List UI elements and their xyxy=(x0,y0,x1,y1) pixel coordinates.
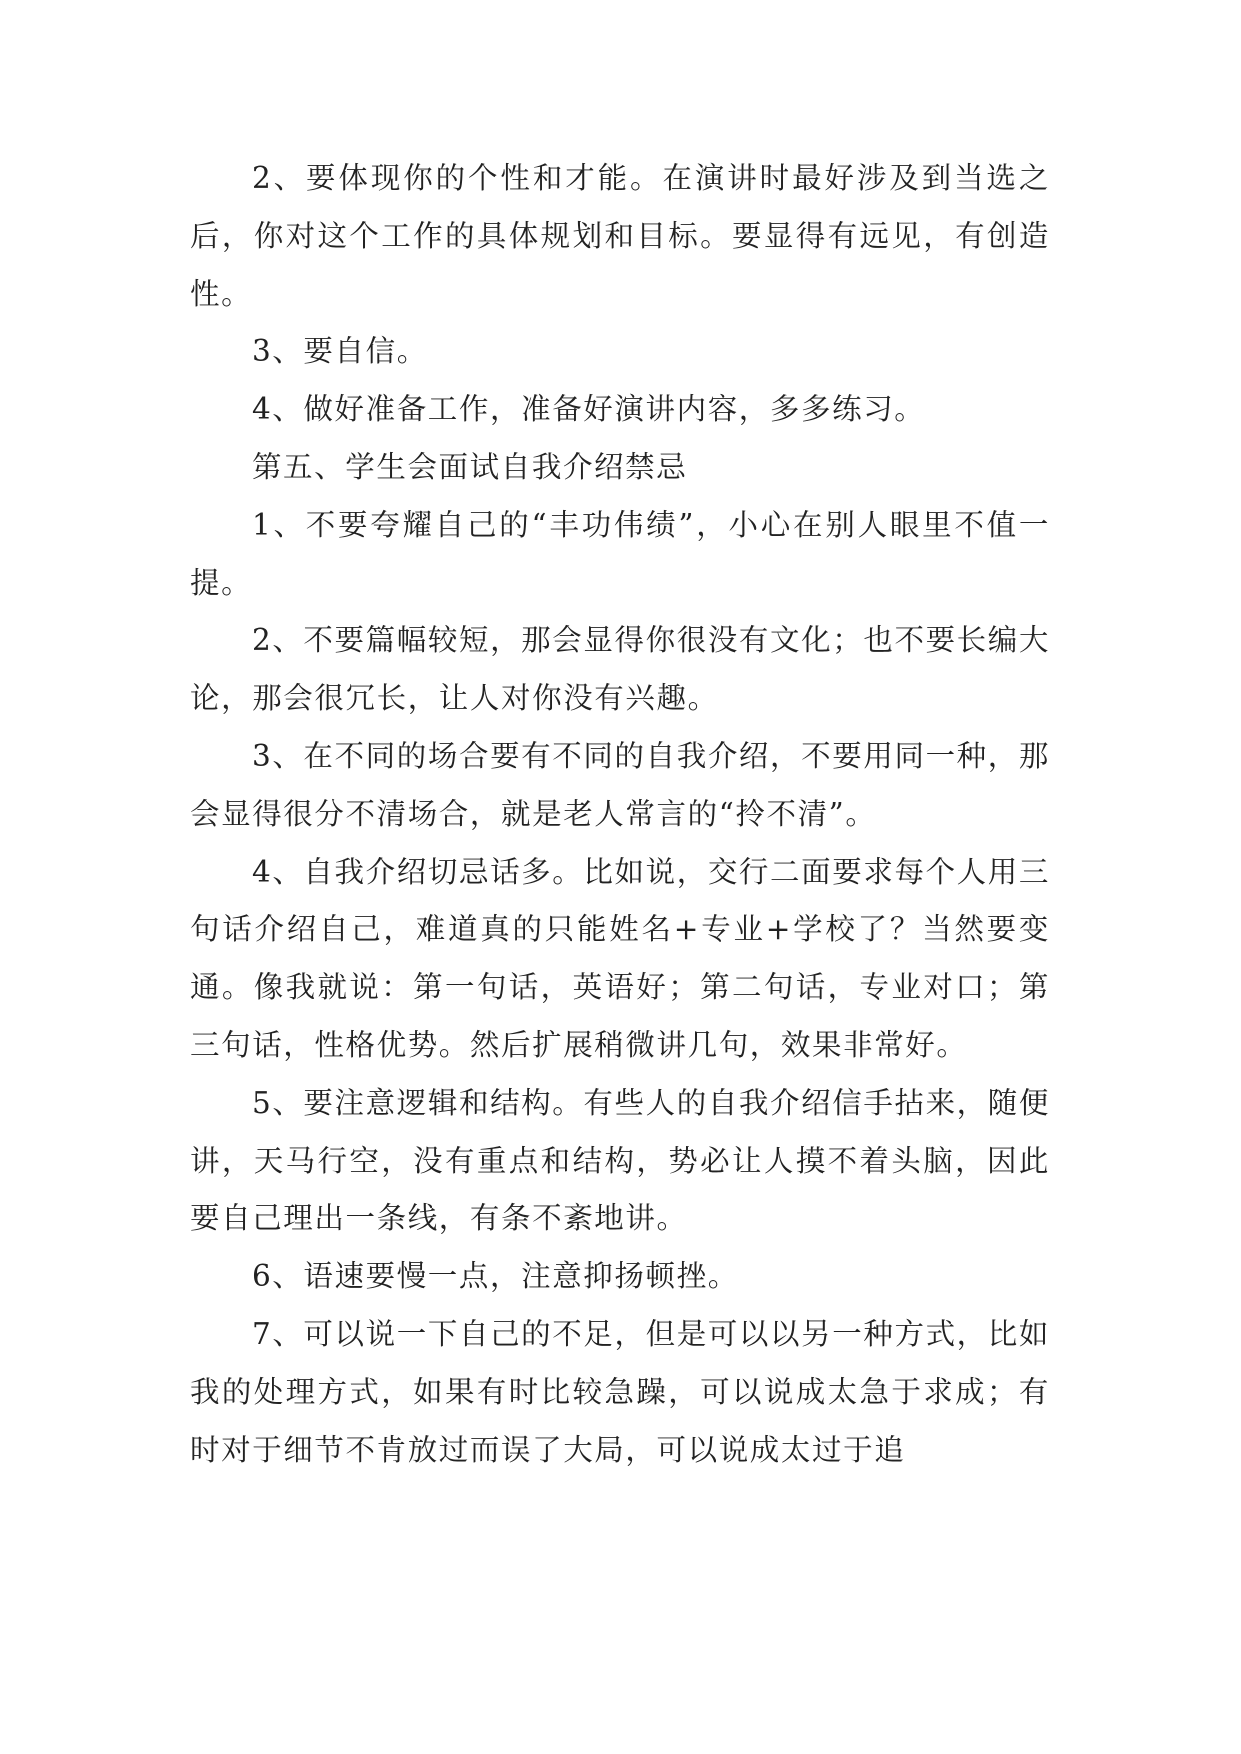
document-body xyxy=(190,150,1050,1479)
paragraph-taboo-4: 4、自我介绍切忌话多。比如说，交行二面要求每个人用三句话介绍自己，难道真的只能姓名+专业+学校了？当然要变通。像我就说：第一句话，英语好；第二句话，专业对口；第三句话，性格优势。然后扩展稍微讲几句，效果非常好。 xyxy=(190,854,1050,1062)
paragraph-taboo-6: 6、语速要慢一点，注意抑扬顿挫。 xyxy=(251,1259,739,1294)
paragraph-taboo-3: 3、在不同的场合要有不同的自我介绍，不要用同一种，那会显得很分不清场合，就是老人常言的“拎不清”。 xyxy=(190,738,1050,831)
paragraph-taboo-1: 1、不要夸耀自己的“丰功伟绩”，小心在别人眼里不值一提。 xyxy=(190,507,1050,600)
paragraph-taboo-7: 7、可以说一下自己的不足，但是可以以另一种方式，比如我的处理方式，如果有时比较急躁，可以说成太急于求成；有时对于细节不肯放过而误了大局，可以说成太过于追 xyxy=(190,1316,1050,1467)
section-heading: 第五、学生会面试自我介绍禁忌 xyxy=(251,449,688,484)
paragraph-taboo-2: 2、不要篇幅较短，那会显得你很没有文化；也不要长编大论，那会很冗长，让人对你没有兴趣。 xyxy=(190,623,1050,716)
paragraph-taboo-5: 5、要注意逻辑和结构。有些人的自我介绍信手拈来，随便讲，天马行空，没有重点和结构，势必让人摸不着头脑，因此要自己理出一条线，有条不紊地讲。 xyxy=(190,1085,1050,1236)
paragraph-point-2: 2、要体现你的个性和才能。在演讲时最好涉及到当选之后，你对这个工作的具体规划和目标。要显得有远见，有创造性。 xyxy=(190,161,1050,311)
paragraph-point-4: 4、做好准备工作，准备好演讲内容，多多练习。 xyxy=(251,392,926,427)
paragraph-point-3: 3、要自信。 xyxy=(251,334,428,369)
